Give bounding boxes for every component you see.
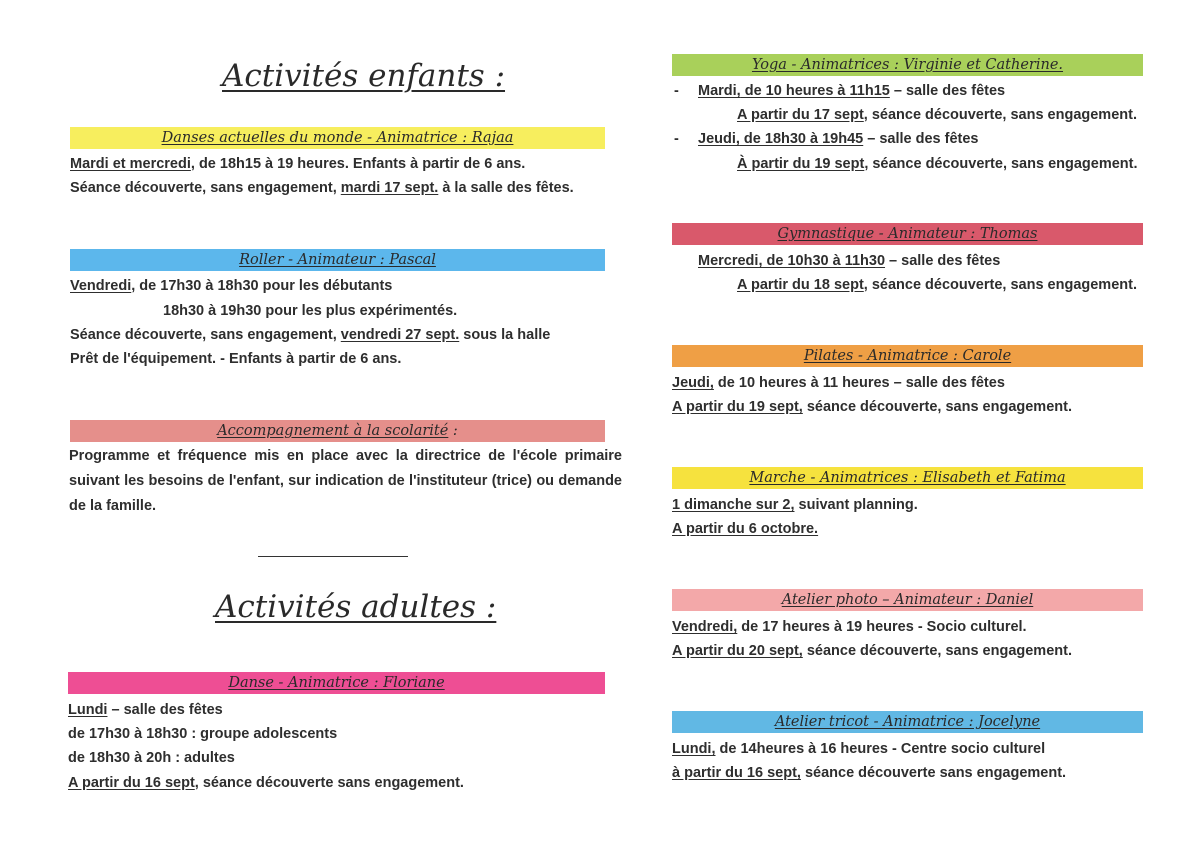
yoga-time-1: de 10 heures à 11h15 (740, 83, 890, 99)
roller-schedule-1: , de 17h30 à 18h30 pour les débutants (131, 278, 393, 294)
tricot-line-2 (672, 764, 1066, 782)
pilates-header-text: Pilates - Animatrice : Carole (803, 348, 1012, 364)
yoga-place-1: – salle des fêtes (889, 83, 1006, 99)
roller-header-text: Roller - Animateur : Pascal (239, 252, 436, 268)
gym-header-text: Gymnastique - Animateur : Thomas (777, 226, 1038, 242)
danses-header-text: Danses actuelles du monde - Animatrice : Rajaa (161, 130, 514, 146)
marche-header-text: Marche - Animatrices : Elisabeth et Fatima (749, 470, 1066, 486)
marche-line-1 (672, 496, 918, 514)
photo-day: Vendredi, (672, 619, 738, 635)
tricot-start: à partir du 16 sept, (672, 765, 801, 781)
pilates-line-1 (672, 374, 1005, 392)
danses-header (70, 127, 605, 149)
pilates-header (672, 345, 1143, 367)
yoga-line-2 (737, 106, 1137, 124)
yoga-dash-1: - (674, 83, 679, 99)
gym-line-2 (737, 276, 1137, 294)
marche-planning: suivant planning. (794, 497, 918, 513)
scolarite-text: Programme et fréquence mis en place avec la directrice de l'école primaire suivant les besoins de l'enfant, sur indication de l'instituteur (trice) ou demande de la famille. (69, 448, 622, 514)
adults-section-title: Activités adultes : (215, 589, 497, 625)
roller-line-4: Prêt de l'équipement. - Enfants à partir de 6 ans. (70, 351, 402, 367)
yoga-line-1 (698, 82, 1005, 100)
roller-day: Vendredi (70, 278, 132, 294)
marche-line-2 (672, 520, 818, 538)
yoga-trial-2: , séance découverte, sans engagement. (864, 156, 1138, 172)
roller-line-1 (70, 277, 392, 295)
danse-line-1 (68, 701, 223, 719)
roller-header (70, 249, 605, 271)
danse-trial-text: , séance découverte sans engagement. (194, 775, 464, 791)
tricot-schedule: de 14heures à 16 heures - Centre socio culturel (715, 741, 1046, 757)
danse-place: – salle des fêtes (107, 702, 223, 718)
yoga-line-3 (698, 130, 979, 148)
danses-trial-place: à la salle des fêtes. (438, 180, 574, 196)
photo-start: A partir du 20 sept, (672, 643, 803, 659)
danses-trial-date: mardi 17 sept. (340, 180, 439, 196)
danse-line-4 (68, 774, 464, 792)
roller-trial-date: vendredi 27 sept. (340, 327, 460, 343)
danse-line-2: de 17h30 à 18h30 : groupe adolescents (68, 726, 338, 742)
yoga-place-2: – salle des fêtes (863, 131, 979, 147)
pilates-line-2 (672, 398, 1072, 416)
kids-section-title: Activités enfants : (222, 58, 506, 94)
gym-trial: , séance découverte, sans engagement. (863, 277, 1137, 293)
photo-header-text: Atelier photo – Animateur : Daniel (781, 592, 1034, 608)
yoga-trial-1: , séance découverte, sans engagement. (863, 107, 1137, 123)
tricot-day: Lundi, (672, 741, 716, 757)
danses-line-1 (70, 155, 525, 173)
danse-start-date: A partir du 16 sept (68, 775, 195, 791)
roller-trial-text: Séance découverte, sans engagement, (70, 327, 341, 343)
gym-start: A partir du 18 sept (737, 277, 864, 293)
yoga-day-2: Jeudi, (698, 131, 740, 147)
gym-place: – salle des fêtes (885, 253, 1001, 269)
gym-line-1 (698, 252, 1000, 270)
marche-frequency: 1 dimanche sur 2, (672, 497, 795, 513)
danses-days: Mardi et mercredi (70, 156, 191, 172)
danse-line-3: de 18h30 à 20h : adultes (68, 750, 235, 766)
roller-trial-place: sous la halle (459, 327, 551, 343)
photo-header (672, 589, 1143, 611)
yoga-header-text: Yoga - Animatrices : Virginie et Catherine. (751, 57, 1064, 73)
section-divider (258, 556, 408, 557)
tricot-header (672, 711, 1143, 733)
roller-line-3 (70, 326, 550, 344)
yoga-line-4 (737, 155, 1138, 173)
danses-line-2 (70, 179, 574, 197)
gym-time: de 10h30 à 11h30 (762, 253, 886, 269)
photo-trial: séance découverte, sans engagement. (802, 643, 1072, 659)
danses-trial-text: Séance découverte, sans engagement, (70, 180, 341, 196)
marche-start: A partir du 6 octobre. (672, 521, 819, 537)
pilates-schedule: de 10 heures à 11 heures – salle des fêtes (713, 375, 1005, 391)
pilates-start: A partir du 19 sept, (672, 399, 803, 415)
marche-header (672, 467, 1143, 489)
scolarite-header-suffix: : (448, 423, 458, 439)
gym-day: Mercredi, (698, 253, 763, 269)
roller-line-2: 18h30 à 19h30 pour les plus expérimentés. (163, 303, 458, 319)
danse-header-text: Danse - Animatrice : Floriane (228, 675, 445, 691)
yoga-day-1: Mardi, (698, 83, 741, 99)
danse-header (68, 672, 605, 694)
danses-schedule: , de 18h15 à 19 heures. Enfants à partir de 6 ans. (190, 156, 526, 172)
yoga-start-2: À partir du 19 sept (737, 156, 865, 172)
yoga-dash-2: - (674, 131, 679, 147)
yoga-time-2: de 18h30 à 19h45 (739, 131, 864, 147)
scolarite-header-text: Accompagnement à la scolarité (217, 423, 449, 439)
photo-line-2 (672, 642, 1072, 660)
pilates-day: Jeudi, (672, 375, 714, 391)
photo-line-1 (672, 618, 1027, 636)
photo-schedule: de 17 heures à 19 heures - Socio culturel. (737, 619, 1027, 635)
gym-header (672, 223, 1143, 245)
tricot-trial: séance découverte sans engagement. (800, 765, 1067, 781)
pilates-trial: séance découverte, sans engagement. (802, 399, 1072, 415)
danse-day: Lundi (68, 702, 108, 718)
tricot-header-text: Atelier tricot - Animatrice : Jocelyne (774, 714, 1041, 730)
yoga-start-1: A partir du 17 sept (737, 107, 864, 123)
scolarite-header (70, 420, 605, 442)
yoga-header (672, 54, 1143, 76)
tricot-line-1 (672, 740, 1045, 758)
